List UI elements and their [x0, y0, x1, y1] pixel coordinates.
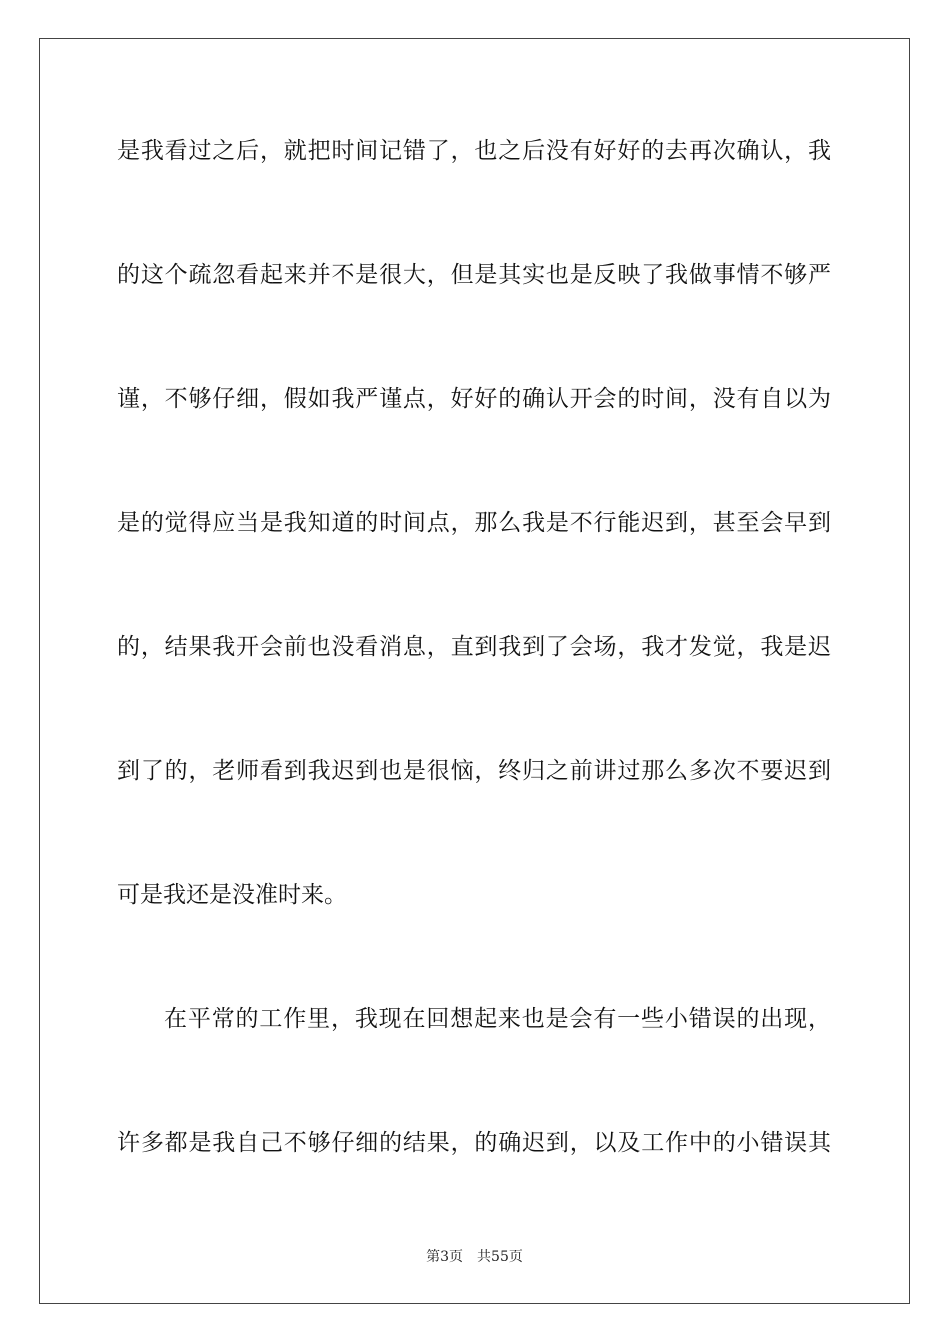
text-line: 可是我还是没准时来。 [117, 882, 347, 908]
text-line: 是的觉得应当是我知道的时间点，那么我是不行能迟到，甚至会早到 [117, 510, 831, 536]
text-line: 谨，不够仔细，假如我严谨点，好好的确认开会的时间，没有自以为 [117, 386, 831, 412]
text-line: 到了的，老师看到我迟到也是很恼，终归之前讲过那么多次不要迟到 [117, 758, 831, 784]
text-line: 许多都是我自己不够仔细的结果，的确迟到，以及工作中的小错误其 [117, 1130, 831, 1156]
text-line: 的这个疏忽看起来并不是很大，但是其实也是反映了我做事情不够严 [117, 262, 831, 288]
page-frame [39, 38, 910, 1304]
page-number: 第3页 [426, 1249, 464, 1265]
page-footer [40, 1247, 909, 1267]
text-line: 的，结果我开会前也没看消息，直到我到了会场，我才发觉，我是迟 [117, 634, 831, 660]
total-pages: 共55页 [477, 1249, 523, 1265]
paragraph-first-line: 在平常的工作里，我现在回想起来也是会有一些小错误的出现， [164, 1006, 831, 1032]
text-line: 是我看过之后，就把时间记错了，也之后没有好好的去再次确认，我 [117, 138, 831, 164]
